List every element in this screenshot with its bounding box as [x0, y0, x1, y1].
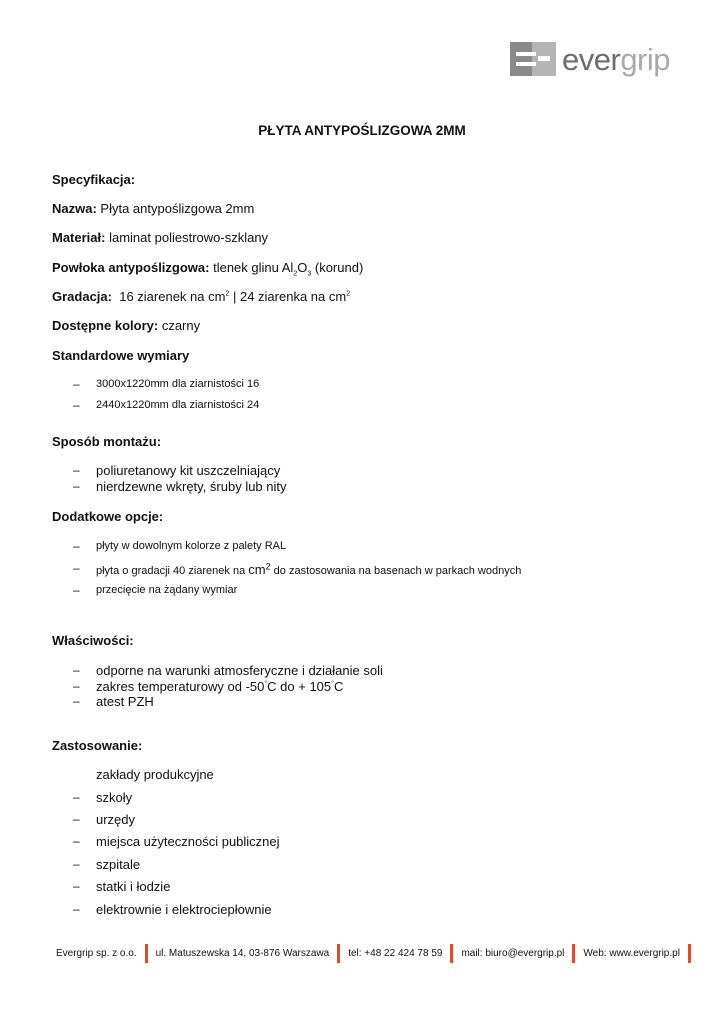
spec-gradation: Gradacja: 16 ziarenek na $cm^2$ | 24 ziarenka na $cm^2$	[52, 289, 351, 304]
usage-item: miejsca użyteczności publicznej	[96, 834, 280, 849]
props-heading: Właściwości:	[52, 633, 134, 648]
list-dash: –	[73, 834, 80, 848]
options-item: przecięcie na żądany wymiar	[96, 584, 238, 596]
list-dash: –	[73, 879, 80, 893]
footer-separator	[337, 944, 340, 963]
footer-web: Web: www.evergrip.pl	[583, 948, 680, 959]
usage-item: szpitale	[96, 857, 141, 872]
list-dash: –	[73, 663, 80, 677]
usage-item: szkoły	[96, 790, 133, 805]
mount-item: poliuretanowy kit uszczelniający	[96, 463, 281, 478]
footer-address: ul. Matuszewska 14, 03-876 Warszawa	[155, 948, 330, 959]
list-dash: –	[73, 857, 80, 871]
spec-heading: Specyfikacja:	[52, 172, 136, 187]
usage-item: zakłady produkcyjne	[96, 767, 214, 782]
logo-wordmark: evergrip	[562, 41, 671, 77]
spec-name: Nazwa: Płyta antypoślizgowa 2mm	[52, 201, 255, 216]
footer-company: Evergrip sp. z o.o.	[56, 948, 137, 959]
list-dash: –	[73, 812, 80, 826]
dims-item: 3000x1220mm dla ziarnistości 16	[96, 378, 260, 390]
usage-item: elektrownie i elektrociepłownie	[96, 902, 272, 917]
dims-heading: Standardowe wymiary	[52, 348, 190, 363]
evergrip-logo	[510, 42, 670, 76]
spec-colors: Dostępne kolory: czarny	[52, 318, 201, 333]
list-dash: –	[73, 694, 80, 708]
usage-item: statki i łodzie	[96, 879, 171, 894]
options-item: płyty w dowolnym kolorze z palety RAL	[96, 540, 287, 552]
list-dash: –	[73, 902, 80, 916]
spec-coating: Powłoka antypoślizgowa: tlenek glinu $Al_2O_3$ (korund)	[52, 260, 364, 278]
props-item: atest PZH	[96, 694, 154, 709]
options-item: płyta o gradacji 40 ziarenek na $cm^2$ do zastosowania na basenach w parkach wodnych	[96, 561, 522, 577]
spec-material: Materiał: laminat poliestrowo-szklany	[52, 230, 269, 245]
list-dash: –	[73, 377, 80, 391]
dims-item: 2440x1220mm dla ziarnistości 24	[96, 399, 260, 411]
list-dash: –	[73, 583, 80, 597]
footer	[56, 944, 699, 963]
list-dash: –	[73, 561, 80, 575]
list-dash: –	[73, 790, 80, 804]
list-dash: –	[73, 479, 80, 493]
usage-item: urzędy	[96, 812, 136, 827]
footer-separator	[450, 944, 453, 963]
footer-separator	[145, 944, 148, 963]
props-item: zakres temperaturowy od -50°C do + 105°C	[96, 679, 344, 694]
list-dash: –	[73, 398, 80, 412]
usage-heading: Zastosowanie:	[52, 738, 143, 753]
list-dash: –	[73, 679, 80, 693]
footer-email: mail: biuro@evergrip.pl	[461, 948, 565, 959]
footer-separator	[572, 944, 575, 963]
logo-mark-icon	[510, 42, 556, 76]
mount-item: nierdzewne wkręty, śruby lub nity	[96, 479, 287, 494]
footer-phone: tel: +48 22 424 78 59	[348, 948, 443, 959]
document-title: PŁYTA ANTYPOŚLIZGOWA 2MM	[258, 123, 466, 138]
mount-heading: Sposób montażu:	[52, 434, 162, 449]
list-dash: –	[73, 539, 80, 553]
props-item: odporne na warunki atmosferyczne i działanie soli	[96, 663, 383, 678]
list-dash: –	[73, 463, 80, 477]
footer-separator	[688, 944, 691, 963]
options-heading: Dodatkowe opcje:	[52, 509, 164, 524]
